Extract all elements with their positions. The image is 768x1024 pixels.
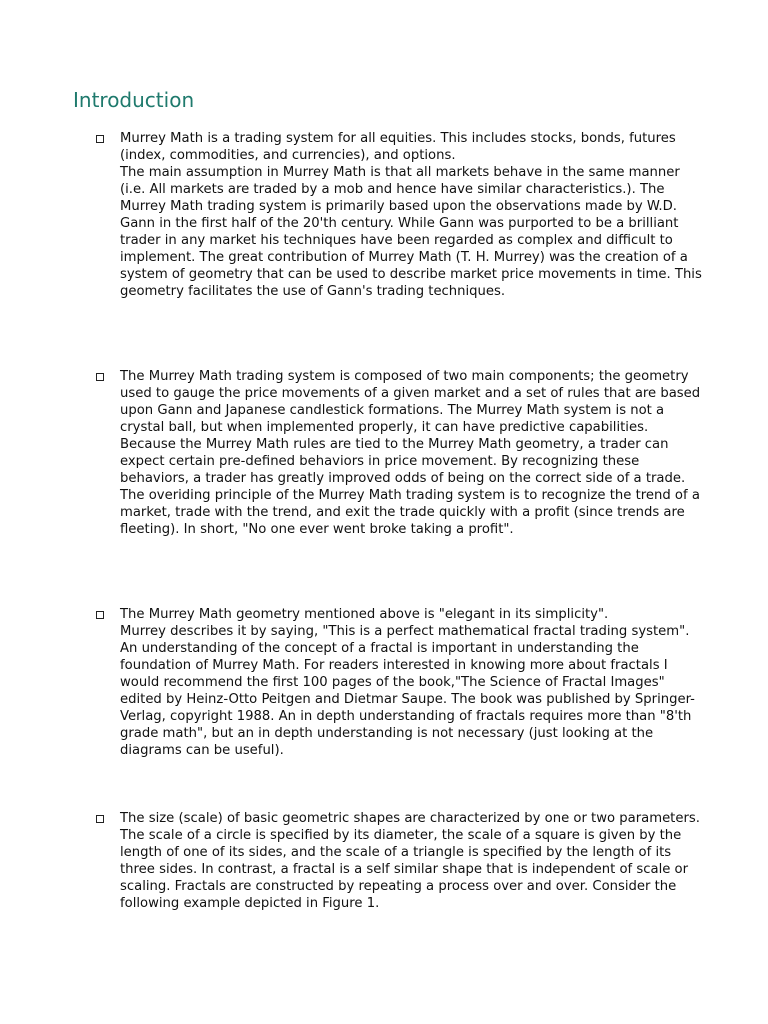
paragraph-line: The main assumption in Murrey Math is that all markets behave in the same manner (i.e. All markets are traded by a mob and hence have similar characteristics.). The Murrey Math trading system is primarily based upon the observations made by W.D. Gann in the first half of the 20'th century. While Gann was purported to be a brilliant trader in any market his techniques have been regarded as complex and difficult to implement. The great contribution of Murrey Math (T. H. Murrey) was the creation of a system of geometry that can be used to describe market price movements in time. This geometry facilitates the use of Gann's trading techniques. — [120, 165, 702, 299]
paragraph-line: The Murrey Math geometry mentioned above is "elegant in its simplicity". — [120, 607, 609, 622]
paragraph — [120, 368, 702, 538]
hollow-square-bullet-icon — [96, 815, 104, 823]
hollow-square-bullet-icon — [96, 135, 104, 143]
page-title: Introduction — [73, 88, 195, 112]
hollow-square-bullet-icon — [96, 611, 104, 619]
paragraph-line: The size (scale) of basic geometric shapes are characterized by one or two parameters. — [120, 811, 700, 826]
paragraph — [120, 810, 702, 912]
hollow-square-bullet-icon — [96, 373, 104, 381]
paragraph-line: Murrey Math is a trading system for all equities. This includes stocks, bonds, futures (index, commodities, and currencies), and options. — [120, 131, 676, 163]
paragraph — [120, 606, 702, 759]
paragraph-line: The Murrey Math trading system is composed of two main components; the geometry used to gauge the price movements of a given market and a set of rules that are based upon Gann and Japanese candlestick formations. The Murrey Math system is not a crystal ball, but when implemented properly, it can have predictive capabilities. Because the Murrey Math rules are tied to the Murrey Math geometry, a trader can expect certain pre-defined behaviors in price movement. By recognizing these behaviors, a trader has greatly improved odds of being on the correct side of a trade. The overiding principle of the Murrey Math trading system is to recognize the trend of a market, trade with the trend, and exit the trade quickly with a profit (since trends are fleeting). In short, "No one ever went broke taking a profit". — [120, 369, 701, 537]
paragraph-line: Murrey describes it by saying, "This is a perfect mathematical fractal trading system". An understanding of the concept of a fractal is important in understanding the foundation of Murrey Math. For readers interested in knowing more about fractals I would recommend the first 100 pages of the book,"The Science of Fractal Images" edited by Heinz-Otto Peitgen and Dietmar Saupe. The book was published by Springer-Verlag, copyright 1988. An in depth understanding of fractals requires more than "8'th grade math", but an in depth understanding is not necessary (just looking at the diagrams can be useful). — [120, 624, 695, 758]
paragraph-line: The scale of a circle is specified by its diameter, the scale of a square is given by the length of one of its sides, and the scale of a triangle is specified by the length of its three sides. In contrast, a fractal is a self similar shape that is independent of scale or scaling. Fractals are constructed by repeating a process over and over. Consider the following example depicted in Figure 1. — [120, 828, 689, 911]
paragraph — [120, 130, 702, 300]
